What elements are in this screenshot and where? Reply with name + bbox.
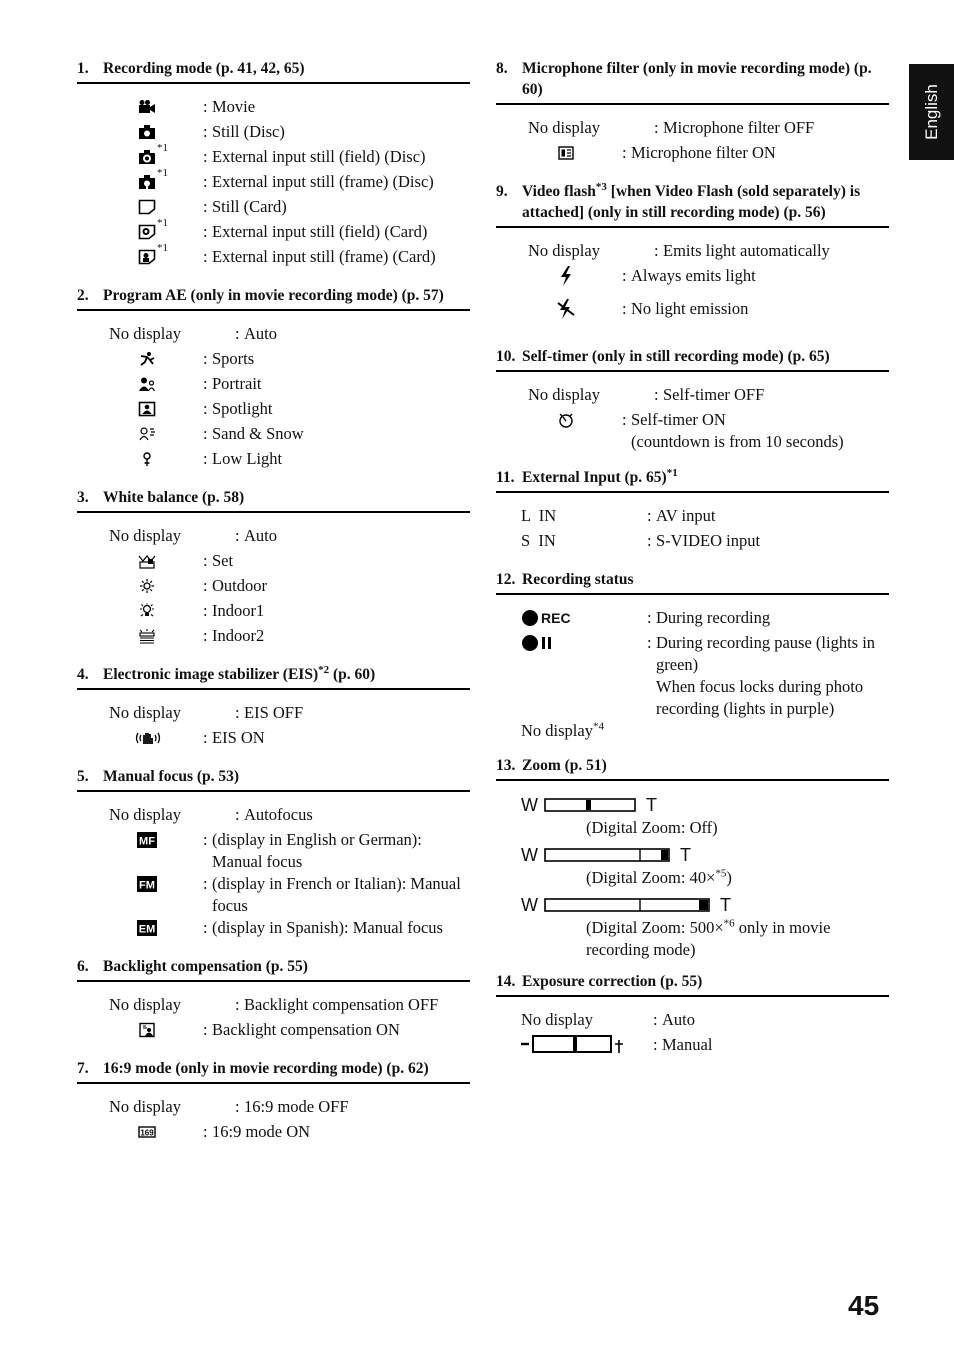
- item-list: [77, 994, 470, 1044]
- item-label: No display: [109, 1097, 181, 1116]
- zoom-bar-500x: [544, 898, 714, 912]
- list-item: : Backlight compensation ON: [77, 1019, 470, 1044]
- section-heading: [77, 956, 470, 982]
- list-item: : Portrait: [77, 373, 470, 398]
- list-item: 169 : 16:9 mode ON: [77, 1121, 470, 1146]
- list-item: : Self-timer ON (countdown is from 10 seconds): [496, 409, 889, 453]
- section-heading: [496, 467, 889, 493]
- ext-field-card-icon: [137, 223, 157, 241]
- item-description: Sports: [212, 349, 255, 368]
- footnote-marker: *6: [723, 917, 735, 930]
- zoom-caption: [496, 917, 889, 961]
- list-item: MF : (display in English or German): Manual focus: [77, 829, 470, 873]
- list-item: : Manual: [496, 1034, 889, 1059]
- list-item: No display : Self-timer OFF: [496, 384, 889, 409]
- item-description-detail: (countdown is from 10 seconds): [631, 432, 844, 451]
- list-item: No display : Auto: [496, 1009, 889, 1034]
- item-list: [77, 804, 470, 942]
- item-description: Backlight compensation ON: [212, 1020, 400, 1039]
- flash-icon: [556, 267, 576, 285]
- list-item: EM : (display in Spanish): Manual focus: [77, 917, 470, 942]
- list-item: *1 : External input still (field) (Card): [77, 221, 470, 246]
- list-item: FM : (display in French or Italian): Manual focus: [77, 873, 470, 917]
- section-heading: [496, 755, 889, 781]
- item-label: No display: [109, 805, 181, 824]
- indoor2-fluorescent-icon: [137, 627, 157, 645]
- item-label: No display: [521, 1010, 593, 1029]
- list-item: No display : Microphone filter OFF: [496, 117, 889, 142]
- zoom-bar-off: [544, 798, 640, 812]
- item-description: EIS OFF: [244, 703, 304, 722]
- mic-filter-icon: [556, 144, 576, 162]
- zoom-w-label: W: [521, 794, 538, 815]
- list-item: No display : Auto: [77, 525, 470, 550]
- zoom-t-label: T: [680, 844, 691, 865]
- section-microphone-filter: [496, 58, 889, 167]
- low-light-icon: [137, 450, 157, 468]
- ext-field-disc-icon: [137, 148, 157, 166]
- section-heading: [496, 58, 889, 105]
- item-label: No display: [528, 385, 600, 404]
- fm-icon: [137, 875, 157, 893]
- list-item: *1 : External input still (field) (Disc): [77, 146, 470, 171]
- section-program-ae: [77, 285, 470, 473]
- portrait-icon: [137, 375, 157, 393]
- section-number: 13.: [496, 757, 516, 774]
- item-label: No display: [109, 526, 181, 545]
- section-manual-focus: [77, 766, 470, 942]
- list-item: : Still (Disc): [77, 121, 470, 146]
- item-description: Movie: [212, 97, 256, 116]
- item-list: [77, 702, 470, 752]
- section-title: White balance (p. 58): [103, 489, 245, 506]
- section-video-flash: [496, 181, 889, 332]
- list-item: : Indoor2: [77, 625, 470, 650]
- list-item: No display : Autofocus: [77, 804, 470, 829]
- item-label: No display: [109, 703, 181, 722]
- list-item: : No light emission: [496, 290, 889, 332]
- zoom-bar-row: [496, 843, 889, 867]
- section-recording-mode: [77, 58, 470, 271]
- zoom-w-label: W: [521, 894, 538, 915]
- spotlight-icon: [137, 400, 157, 418]
- section-title: Recording mode (p. 41, 42, 65): [103, 60, 305, 77]
- rec-pause-icon: [496, 632, 647, 652]
- list-item: : Movie: [77, 96, 470, 121]
- item-description: Backlight compensation OFF: [244, 995, 439, 1014]
- item-description: (display in English or German): Manual focus: [212, 830, 422, 871]
- footnote-marker: *2: [318, 663, 330, 676]
- section-number: 7.: [77, 1060, 89, 1077]
- zoom-t-label: T: [720, 894, 731, 915]
- section-number: 10.: [496, 348, 516, 365]
- item-label: L IN: [521, 506, 557, 525]
- item-description: No light emission: [631, 299, 749, 318]
- no-flash-icon: [556, 300, 576, 318]
- section-number: 4.: [77, 666, 89, 683]
- item-description: Outdoor: [212, 576, 267, 595]
- section-number: 3.: [77, 489, 89, 506]
- list-item: : During recording pause (lights in green) When focus locks during photo recording (lights in purple): [496, 632, 889, 720]
- list-item: : Spotlight: [77, 398, 470, 423]
- section-number: 6.: [77, 958, 89, 975]
- mf-icon: [137, 831, 157, 849]
- item-description: External input still (frame) (Card): [212, 247, 436, 266]
- card-icon: [137, 198, 157, 216]
- section-number: 5.: [77, 768, 89, 785]
- list-item: : Indoor1: [77, 600, 470, 625]
- section-number: 11.: [496, 469, 515, 486]
- item-description: 16:9 mode ON: [212, 1122, 311, 1141]
- item-label: No display: [528, 241, 600, 260]
- section-number: 9.: [496, 183, 508, 200]
- section-eis: [77, 664, 470, 752]
- item-description: Self-timer OFF: [663, 385, 765, 404]
- section-heading: [77, 58, 470, 84]
- ext-frame-card-icon: [137, 248, 157, 266]
- section-169-mode: [77, 1058, 470, 1146]
- item-description: Manual: [662, 1035, 713, 1054]
- zoom-caption: [496, 867, 889, 889]
- list-item: *1 : External input still (frame) (Card): [77, 246, 470, 271]
- eis-hand-icon: [135, 729, 161, 747]
- item-description: EIS ON: [212, 728, 265, 747]
- section-title-tail: [when Video Flash (sold separately) is attached] (only in still recording mode) (p. 56): [522, 183, 861, 221]
- item-description: AV input: [656, 506, 716, 525]
- list-item: S IN : S-VIDEO input: [496, 530, 889, 555]
- item-label: S IN: [521, 531, 556, 550]
- section-title: Recording status: [522, 571, 634, 588]
- section-zoom: [496, 755, 889, 961]
- item-description: S-VIDEO input: [656, 531, 761, 550]
- svg-text:EM: EM: [138, 923, 156, 936]
- item-label: No display: [109, 995, 181, 1014]
- item-description: Microphone filter ON: [631, 143, 776, 162]
- section-title: External Input (p. 65): [522, 469, 667, 486]
- left-column: [77, 58, 470, 1160]
- item-description: External input still (frame) (Disc): [212, 172, 434, 191]
- item-description: Always emits light: [631, 266, 756, 285]
- item-list: [77, 1096, 470, 1146]
- exposure-bar-icon: [496, 1034, 653, 1054]
- section-title: Manual focus (p. 53): [103, 768, 240, 785]
- footnote-marker: *4: [592, 720, 604, 733]
- section-number: 12.: [496, 571, 516, 588]
- section-number: 1.: [77, 60, 89, 77]
- section-exposure-correction: [496, 971, 889, 1059]
- list-item: : Set: [77, 550, 470, 575]
- ext-frame-disc-icon: [137, 173, 157, 191]
- language-tab-label: English: [921, 84, 941, 140]
- item-description: External input still (field) (Disc): [212, 147, 426, 166]
- sand-snow-icon: [137, 425, 157, 443]
- item-label: No display: [109, 324, 181, 343]
- item-list: [496, 1009, 889, 1059]
- item-description: Microphone filter OFF: [663, 118, 815, 137]
- section-title: 16:9 mode (only in movie recording mode) (p. 62): [103, 1060, 429, 1077]
- item-description: External input still (field) (Card): [212, 222, 428, 241]
- list-item: No display : Backlight compensation OFF: [77, 994, 470, 1019]
- zoom-caption-text: (Digital Zoom: Off): [586, 818, 718, 837]
- item-list: [496, 117, 889, 167]
- sports-icon: [137, 350, 157, 368]
- self-timer-icon: [556, 411, 576, 429]
- item-description: Auto: [244, 526, 277, 545]
- section-white-balance: [77, 487, 470, 650]
- list-item: [496, 720, 889, 745]
- still-camera-icon: [137, 123, 157, 141]
- footnote-marker: *5: [715, 867, 727, 880]
- list-item: : Sand & Snow: [77, 423, 470, 448]
- section-title-tail: (p. 60): [329, 666, 376, 683]
- item-description: Spotlight: [212, 399, 273, 418]
- item-list: [496, 607, 889, 745]
- zoom-caption-text: (Digital Zoom: 40×: [586, 868, 716, 887]
- zoom-caption-text: (Digital Zoom: 500×: [586, 918, 724, 937]
- zoom-bar-row: [496, 793, 889, 817]
- footnote-marker: *3: [595, 180, 607, 193]
- section-heading: [496, 569, 889, 595]
- item-description: Auto: [244, 324, 277, 343]
- section-backlight: [77, 956, 470, 1044]
- section-heading: [496, 971, 889, 997]
- item-description: 16:9 mode OFF: [244, 1097, 349, 1116]
- item-description: Low Light: [212, 449, 283, 468]
- item-description: Autofocus: [244, 805, 313, 824]
- item-list: [496, 384, 889, 453]
- section-heading: [496, 181, 889, 228]
- list-item: : Sports: [77, 348, 470, 373]
- wide-169-icon: [137, 1123, 157, 1141]
- zoom-t-label: T: [646, 794, 657, 815]
- section-title: Program AE (only in movie recording mode) (p. 57): [103, 287, 444, 304]
- section-title: Self-timer (only in still recording mode) (p. 65): [522, 348, 830, 365]
- list-item: : Microphone filter ON: [496, 142, 889, 167]
- section-heading: [77, 766, 470, 792]
- zoom-bar-40x: [544, 848, 674, 862]
- svg-text:MF: MF: [139, 835, 155, 848]
- section-number: 8.: [496, 60, 508, 77]
- section-title: Video flash: [522, 183, 596, 200]
- item-list: [496, 505, 889, 555]
- item-label: No display: [528, 118, 600, 137]
- right-column: [496, 58, 889, 1073]
- zoom-w-label: W: [521, 844, 538, 865]
- list-item: : EIS ON: [77, 727, 470, 752]
- item-description: Set: [212, 551, 234, 570]
- section-title: Zoom (p. 51): [522, 757, 607, 774]
- section-recording-status: [496, 569, 889, 745]
- em-icon: [137, 919, 157, 937]
- section-heading: [77, 664, 470, 690]
- list-item: No display : EIS OFF: [77, 702, 470, 727]
- section-self-timer: [496, 346, 889, 453]
- outdoor-sun-icon: [137, 577, 157, 595]
- footnote-marker: *1: [666, 466, 678, 479]
- item-description: Portrait: [212, 374, 262, 393]
- item-description: (display in French or Italian): Manual focus: [212, 874, 461, 915]
- item-list: [77, 525, 470, 650]
- wb-set-icon: [137, 552, 157, 570]
- item-description: Still (Card): [212, 197, 287, 216]
- backlight-icon: [137, 1021, 157, 1039]
- rec-icon: [496, 607, 647, 629]
- item-description: During recording pause (lights in green): [656, 633, 876, 674]
- list-item: REC : During recording: [496, 607, 889, 632]
- indoor1-bulb-icon: [137, 602, 157, 620]
- list-item: : Low Light: [77, 448, 470, 473]
- item-description: Sand & Snow: [212, 424, 304, 443]
- item-label: No display: [521, 721, 593, 740]
- section-title: Exposure correction (p. 55): [522, 973, 703, 990]
- item-description: Indoor1: [212, 601, 265, 620]
- zoom-bar-row: [496, 893, 889, 917]
- svg-text:FM: FM: [139, 879, 155, 892]
- list-item: No display : Auto: [77, 323, 470, 348]
- svg-text:169: 169: [140, 1128, 154, 1138]
- item-description: During recording: [656, 608, 771, 627]
- list-item: : Outdoor: [77, 575, 470, 600]
- section-external-input: [496, 467, 889, 555]
- page-number: 45: [848, 1290, 880, 1321]
- section-title: Backlight compensation (p. 55): [103, 958, 308, 975]
- zoom-caption-tail: ): [726, 868, 732, 887]
- movie-camera-icon: [137, 98, 157, 116]
- section-heading: [77, 487, 470, 513]
- section-heading: [496, 346, 889, 372]
- list-item: : Always emits light: [496, 265, 889, 290]
- item-description-detail: When focus locks during photo recording (lights in purple): [656, 677, 864, 718]
- section-heading: [77, 285, 470, 311]
- section-title: Electronic image stabilizer (EIS): [103, 666, 319, 683]
- rec-label: REC: [541, 610, 571, 626]
- zoom-bars: [496, 793, 889, 961]
- item-description: Indoor2: [212, 626, 265, 645]
- list-item: : Still (Card): [77, 196, 470, 221]
- list-item: No display : Emits light automatically: [496, 240, 889, 265]
- section-title: Microphone filter (only in movie recording mode) (p. 60): [522, 60, 872, 98]
- item-list: [77, 323, 470, 473]
- item-list: [496, 240, 889, 332]
- section-number: 2.: [77, 287, 89, 304]
- list-item: L IN : AV input: [496, 505, 889, 530]
- item-description: Auto: [662, 1010, 695, 1029]
- item-description: Self-timer ON: [631, 410, 726, 429]
- item-description: (display in Spanish): Manual focus: [212, 918, 443, 937]
- zoom-caption: [496, 817, 889, 839]
- list-item: *1 : External input still (frame) (Disc): [77, 171, 470, 196]
- zoom-caption-tail: only in movie recording mode): [586, 918, 831, 959]
- section-heading: [77, 1058, 470, 1084]
- item-description: Emits light automatically: [663, 241, 830, 260]
- item-list: [77, 96, 470, 271]
- language-tab: [909, 64, 954, 160]
- item-description: Still (Disc): [212, 122, 285, 141]
- section-number: 14.: [496, 973, 516, 990]
- list-item: No display : 16:9 mode OFF: [77, 1096, 470, 1121]
